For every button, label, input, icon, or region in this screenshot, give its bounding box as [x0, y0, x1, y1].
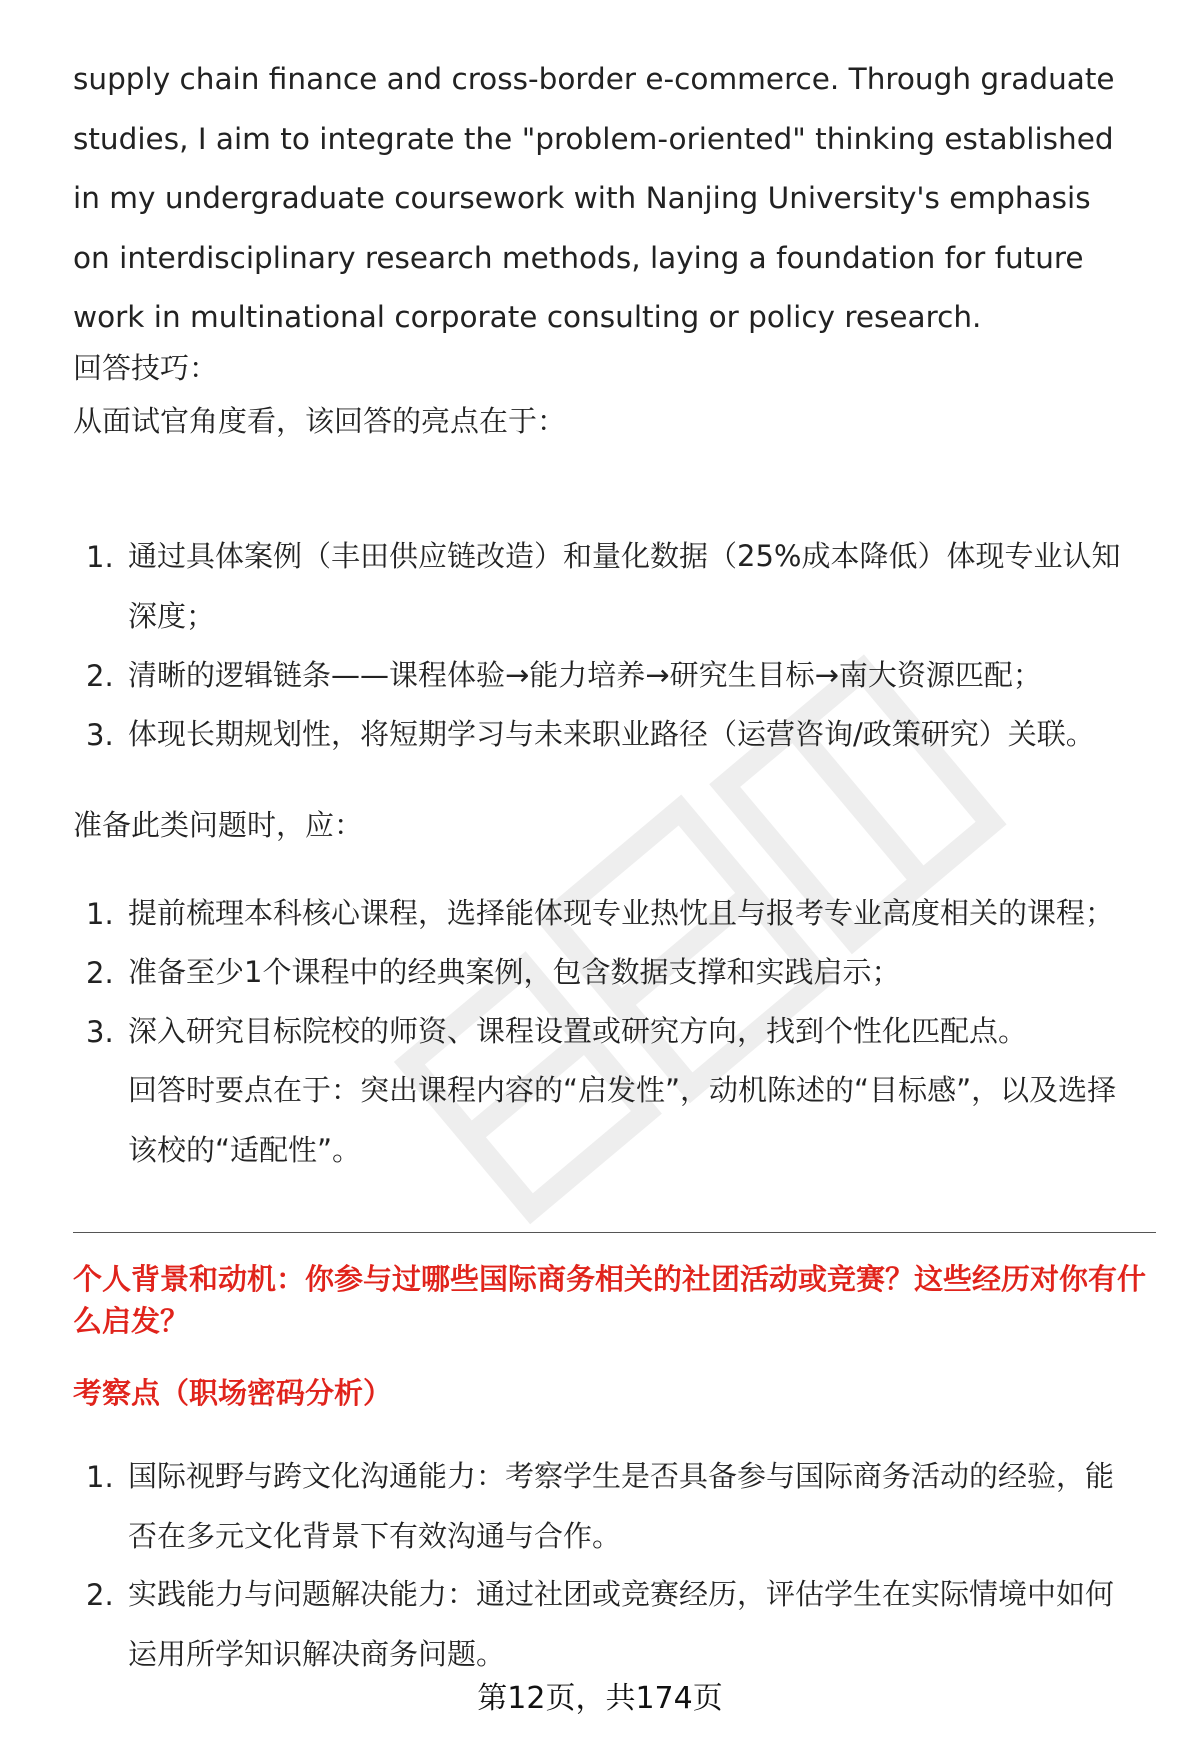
list-item: 国际视野与跨文化沟通能力：考察学生是否具备参与国际商务活动的经验，能否在多元文化背景下有效沟通与合作。 [128, 1459, 1115, 1553]
list-item: 清晰的逻辑链条——课程体验→能力培养→研究生目标→南大资源匹配； [128, 658, 1042, 692]
list-item-number: 2. [86, 659, 114, 693]
list-item-number: 1. [86, 897, 114, 931]
list-item-number: 3. [86, 1015, 114, 1049]
list-item-number: 2. [86, 1578, 114, 1612]
section-divider [73, 1232, 1156, 1233]
list-item-number: 1. [86, 540, 114, 574]
list-item: 实践能力与问题解决能力：通过社团或竞赛经历，评估学生在实际情境中如何运用所学知识解决商务问题。 [128, 1577, 1115, 1671]
list-item: 提前梳理本科核心课程，选择能体现专业热忱且与报考专业高度相关的课程； [128, 896, 1115, 930]
list-item-number: 3. [86, 718, 114, 752]
list-item: 深入研究目标院校的师资、课程设置或研究方向，找到个性化匹配点。 [128, 1014, 1028, 1048]
list-item: 通过具体案例（丰田供应链改造）和量化数据（25%成本降低）体现专业认知深度； [128, 539, 1121, 633]
list-item-number: 1. [86, 1460, 114, 1494]
prepare-heading: 准备此类问题时，应： [73, 808, 364, 842]
list-item: 体现长期规划性，将短期学习与未来职业路径（运营咨询/政策研究）关联。 [128, 717, 1095, 751]
page-footer: 第12页，共174页 [477, 1681, 723, 1716]
list-item: 准备至少1个课程中的经典案例，包含数据支撑和实践启示； [128, 955, 901, 989]
prepare-note: 回答时要点在于：突出课程内容的“启发性”，动机陈述的“目标感”，以及选择该校的“适配性”。 [128, 1073, 1117, 1167]
tips-subheading: 从面试官角度看，该回答的亮点在于： [73, 404, 567, 438]
list-item-number: 2. [86, 956, 114, 990]
english-paragraph: supply chain finance and cross-border e-commerce. Through graduate studies, I aim to integrate the "problem-oriented" thinking established in my undergraduate coursework with Nanjing University's emphasis on interdisciplinary research methods, laying a foundation for future work in multinational corporate consulting or policy research. [73, 62, 1115, 334]
focus-heading: 考察点（职场密码分析） [73, 1376, 393, 1410]
question-title: 个人背景和动机：你参与过哪些国际商务相关的社团活动或竞赛？这些经历对你有什么启发？ [73, 1262, 1147, 1338]
tips-heading: 回答技巧： [73, 351, 219, 385]
